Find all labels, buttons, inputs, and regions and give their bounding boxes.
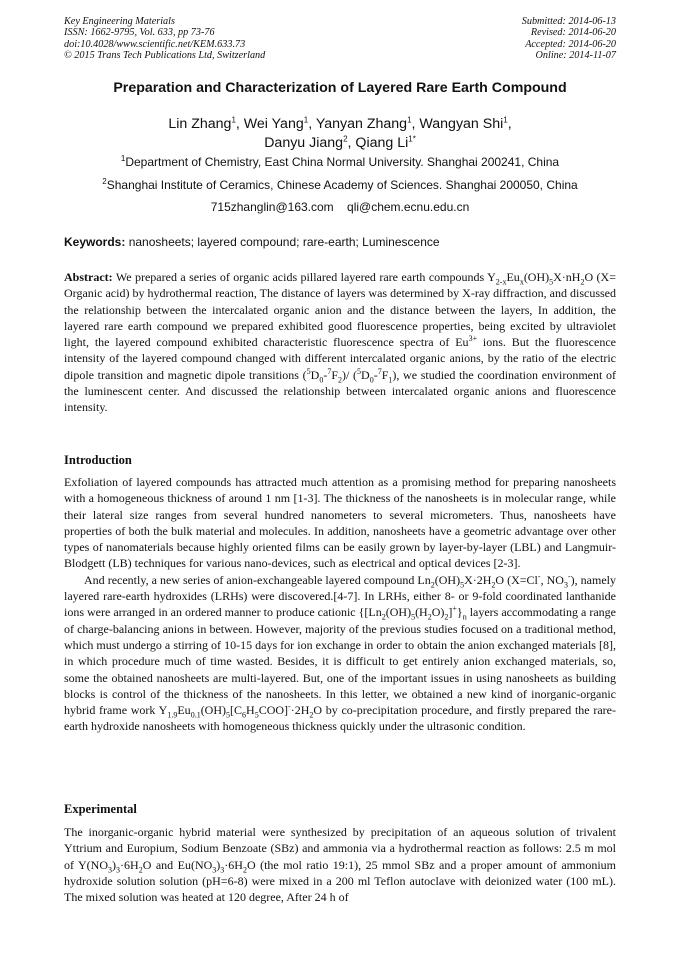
email[interactable]: qli@chem.ecnu.edu.cn [347,200,470,214]
abstract-text: O (X= Organic acid) by hydrothermal reaction, The distance of layers was determined by X-ray diffraction, and discussed the relationship between the intercalated organic anion and the distance between the layers, In addition, the layered rare earth compound we prepared exhibited good fluorescence properties, being excited by ultraviolet light, the layered compound exhibited characteristic fluorescence spectra of Eu [64,270,616,350]
sub: 2 [444,612,449,622]
sub: 5 [411,612,416,622]
text-run: (OH) [200,703,227,718]
sub: 0.1 [190,710,201,720]
sub: 2 [427,612,432,622]
abstract-text: Eu [506,270,520,284]
sub: 6 [242,710,247,720]
keywords-text: nanosheets; layered compound; rare-earth; Luminescence [128,235,440,249]
sub: 1 [388,375,393,385]
affiliation-2 [64,178,616,192]
sup: 7 [377,366,382,376]
abstract-text: We prepared a series of organic acids pillared layered rare earth compounds Y [115,270,496,284]
journal-name: Key Engineering Materials [64,16,175,27]
abstract-text: X·nH [553,270,581,284]
text-run: ) [216,857,221,872]
affiliation-1 [64,155,616,169]
abstract-text: ions. But the fluorescence intensity of the layered compound changed with different intercalated organic anions, by the ratio of the electric dipole transition and magnetic dipole transitions ( [64,335,616,382]
date-submitted: Submitted: 2014-06-13 [521,16,616,27]
text-run: ), namely layered rare-earth hydroxides (LRHs) were discovered.[4-7]. In LRHs, either 8- or 9-fold coordinated lanthanide ions were arranged in an ordered manner to produce cationic {[Ln [64,572,616,620]
paragraph [64,824,616,905]
abstract-text: (OH) [523,270,550,284]
sub: 2-x [495,277,507,287]
text-run: Eu [177,703,191,718]
abstract-text: D [310,367,320,382]
text-run: O) [431,605,445,620]
text-run: [C [230,703,243,718]
email[interactable]: 715zhanglin@163.com [210,200,334,214]
author-mark: 1 [303,115,309,125]
journal-header [64,16,616,61]
sub: 5 [460,580,465,590]
text-run: (OH) [385,605,412,620]
text-run: H [246,703,255,718]
sup: 5 [306,366,311,376]
text-run: (OH) [434,572,461,587]
section-heading: Introduction [64,453,132,467]
text-run: O and Eu(NO [142,857,213,872]
text-run: layers accommodating a range of charge-balancing anions in between. However, majority of the previous studies focused on a traditional method, which must undergo a stirring of 10-15 days for ion exchange in order to obtain the anion exchanged materials [8], in which procedure much of time wasted. Besides, it is difficult to get entirely anion exchanged materials, so, some the obtained nanosheets are multi-layered. But, one of the important issues in using nanosheets as building blocks is control of the thickness of the nanosheets. In this letter, we obtained a new kind of inorganic-organic hybrid frame work Y [64,605,616,718]
sub: 2 [138,864,143,874]
sub: 2 [309,710,314,720]
sub: 2 [338,375,343,385]
author: Yanyan Zhang [315,116,408,132]
author-emails [64,200,616,214]
text-run: And recently, a new series of anion-exchangeable layered compound Ln [84,572,431,587]
dates-info [522,16,616,61]
text-run: ·6H [120,857,139,872]
section-heading: Experimental [64,802,137,816]
text-run: ) [112,857,117,872]
author: Wei Yang [243,116,304,132]
paper-title: Preparation and Characterization of Layered Rare Earth Compound [113,80,567,96]
abstract-text: D [361,367,370,382]
sub: n [462,612,467,622]
sup: + [452,604,457,614]
sub: 2 [381,612,386,622]
author-mark: 1* [408,133,416,143]
keywords-label: Keywords: [64,235,126,249]
sup: 5 [357,366,362,376]
date-accepted: Accepted: 2014-06-20 [525,38,616,50]
author: Wangyan Shi [419,116,504,132]
date-revised: Revised: 2014-06-20 [530,27,616,39]
sub: 0 [369,375,374,385]
abstract-text: ), we studied the coordination environment of the luminescent center. And discussed the relationship between intercalated organic anions and fluorescence intensity. [64,367,617,415]
sub: 2 [491,580,496,590]
author: Danyu Jiang [264,134,344,151]
sub: 1.9 [167,710,178,720]
author-mark: 2 [343,133,348,143]
sup: 3+ [468,334,478,344]
sub: 2 [242,864,247,874]
sup: - [537,571,541,581]
text-run: ·2H [290,703,310,718]
keywords [64,235,616,249]
text-run: , NO [540,572,564,587]
sup: - [288,702,291,712]
author: Lin Zhang [168,116,232,132]
text-run: ] [448,605,453,620]
affiliation-mark: 2 [102,177,107,186]
experimental-body [64,824,616,905]
abstract-label: Abstract: [64,270,113,284]
paragraph: Exfoliation of layered compounds has attracted much attention as a promising method for preparing nanosheets with a homogeneous thickness of around 1 nm [1-3]. The thickness of the nanosheets is in molecular range, while their lateral size ranges from several hundred nanometers to several micrometers. Thus, nanosheets have properties of both the bulk material and molecules. In addition, nanosheets have a geometric advantage over other types of nanomaterials because highly oriented films can be easily grown by layer-by-layer (LBL) and Langmuir-Blodgett (LB) techniques for various nano-devices, such as electrical and optical devices [2-3]. [64,475,616,571]
sub: 2 [430,580,435,590]
sub: 3 [563,580,568,590]
sub: 2 [580,277,585,287]
journal-copyright: © 2015 Trans Tech Publications Ltd, Switzerland [64,49,266,61]
sub: 5 [254,710,259,720]
text-run: X·2H [464,572,492,587]
sub: 5 [549,277,554,287]
sub: 0 [319,375,324,385]
author-mark: 1 [407,115,412,125]
sub: 3 [116,864,121,874]
author-list: Lin Zhang$^1$, Wei Yang$^1$, Yanyan Zhang$^1$, Wangyan Shi$^1$, Danyu Jiang$^2$, Qiang $Li^{1*}$ [168,115,512,151]
abstract-text: F [331,367,339,382]
introduction-body [64,474,616,735]
date-online: Online: 2014-11-07 [535,49,616,61]
text-run: (H [415,605,428,620]
text-run: The inorganic-organic hybrid material were synthesized by precipitation of an aqueous solution of trivalent Yttrium and Europium, Sodium Benzoate (SBz) and ammonia via a hydrothermal reaction as follows: 2.5 m mol of Y(NO [64,825,616,872]
affiliation-text: Department of Chemistry, East China Normal University. Shanghai 200241, China [125,155,560,169]
sub: 3 [220,864,225,874]
sub: 3 [108,864,113,874]
journal-doi: doi:10.4028/www.scientific.net/KEM.633.73 [64,38,246,50]
text-run: O (X=Cl [495,572,538,587]
journal-issn: ISSN: 1662-9795, Vol. 633, pp 73-76 [64,27,215,39]
sup: - [567,571,571,581]
sub: 5 [226,710,231,720]
text-run: COO] [258,703,289,718]
sup: 7 [327,366,332,376]
abstract [64,269,616,416]
affiliation-mark: 1 [120,154,126,163]
abstract-text: )/ ( [342,367,358,382]
sub: 3 [212,864,217,874]
text-run: O by co-precipitation procedure, and firstly prepared the rare-earth hydroxide nanosheets with homogeneous thickness quickly under the ultrasonic condition. [64,703,616,734]
author-mark: 1 [231,115,236,125]
abstract-text: - [373,367,378,382]
affiliation-text: Shanghai Institute of Ceramics, Chinese Academy of Sciences. Shanghai 200050, China [106,178,578,192]
paragraph [64,572,616,735]
journal-info [64,16,265,61]
sub: x [519,277,524,287]
abstract-text: - [323,367,328,382]
text-run: ·6H [224,857,243,872]
text-run: } [456,605,463,620]
abstract-text: F [381,367,389,382]
author: Qiang Li [355,134,409,151]
text-run: O (the mol ratio 19:1), 25 mmol SBz and a proper amount of ammonium hydroxide solution solution (pH=6-8) were mixed in a 200 ml Teflon autoclave with deionized water (100 mL). The mixed solution was heated at 120 degree, After 24 h of [64,857,616,905]
author-mark: 1 [503,115,508,125]
